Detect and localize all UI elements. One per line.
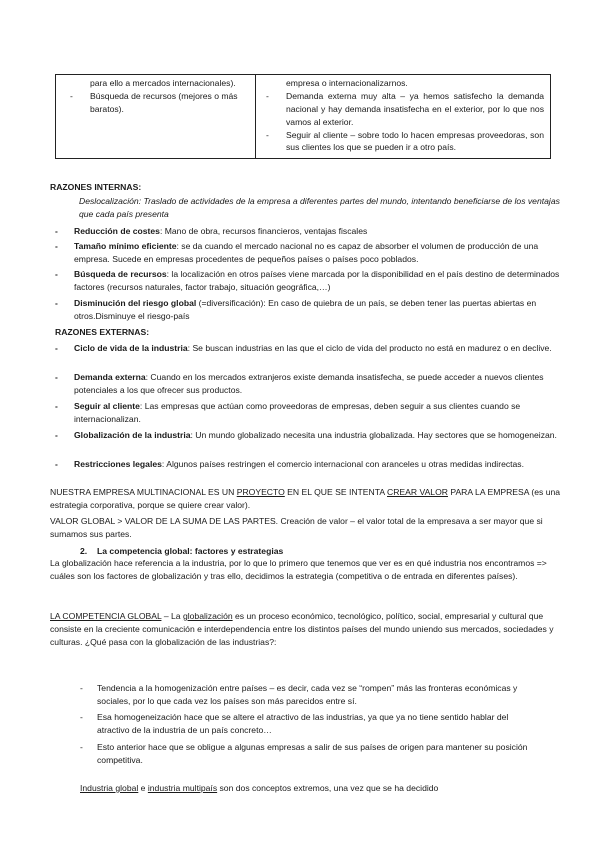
- list-item: - Ciclo de vida de la industria: Se buscan industrias en las que el ciclo de vida del producto no está en madurez o en declive.: [55, 343, 552, 353]
- section-number: 2.: [80, 546, 88, 556]
- list-item: - Globalización de la industria: Un mundo globalizado necesita una industria globalizada. Hay sectores que se homogeneizan.: [55, 430, 557, 440]
- table-left-item: - Búsqueda de recursos (mejores o más baratos).: [70, 90, 238, 114]
- deslocalizacion-definition: Deslocalización: Traslado de actividades de la empresa a diferentes partes del mundo, intentando beneficiarse de los ventajas que cada país presenta: [79, 196, 560, 219]
- table-right-item: - Seguir al cliente – sobre todo lo hacen empresas proveedoras, son sus clientes los que se pueden ir a otro país.: [266, 129, 544, 153]
- table-cell-left: [56, 75, 256, 159]
- list-item: - Reducción de costes: Mano de obra, recursos financieros, ventajas fiscales: [55, 226, 368, 236]
- list-item: - Tamaño mínimo eficiente: se da cuando el mercado nacional no es capaz de absorber el volumen de producción de una empresa. Sucede en empresas procedentes de pequeños países o países poco poblados.: [55, 241, 539, 264]
- externas-heading: RAZONES EXTERNAS:: [55, 327, 150, 337]
- table-right-item: - Demanda externa muy alta – ya hemos satisfecho la demanda nacional y hay demanda insatisfecha en el exterior, por lo que nos vamos al exterior.: [266, 90, 544, 127]
- closing-paragraph: Industria global e industria multipaís son dos conceptos extremos, una vez que se ha decidido: [80, 783, 439, 793]
- list-item: - Esto anterior hace que se obligue a algunas empresas a salir de sus países de origen para mantener su posición competitiva.: [80, 742, 528, 765]
- competencia-global-paragraph: LA COMPETENCIA GLOBAL – La globalización es un proceso económico, tecnológico, político, social, empresarial y cultural que consiste en la creciente comunicación e interdependencia entre los distintos países del mundo uniendo sus mercados, sociedades y culturas. ¿Qué pasa con la globalización de las industrias?:: [50, 611, 554, 647]
- table-cell-right: [256, 75, 551, 159]
- valor-global-paragraph: VALOR GLOBAL > VALOR DE LA SUMA DE LAS PARTES. Creación de valor – el valor total de la empresava a ser mayor que si sumamos sus partes.: [50, 516, 543, 539]
- list-item: - Disminución del riesgo global (=diversificación): En caso de quiebra de un país, se deben tener las puertas abiertas en otros.Disminuye el riesgo-país: [55, 298, 537, 321]
- reasons-table: [55, 74, 551, 159]
- estrategia-paragraph: NUESTRA EMPRESA MULTINACIONAL ES UN PROYECTO EN EL QUE SE INTENTA CREAR VALOR PARA LA EMPRESA (es una estrategia corporativa, porque se quiere crear valor).: [50, 487, 561, 510]
- internas-heading: RAZONES INTERNAS:: [50, 182, 142, 192]
- list-item: - Seguir al cliente: Las empresas que actúan como proveedoras de empresas, deben seguir a sus clientes cuando se internacionalizan.: [55, 401, 521, 424]
- table-right-line: empresa o internacionalizarnos.: [286, 78, 408, 88]
- list-item: - Restricciones legales: Algunos países restringen el comercio internacional con aranceles u otras medidas indirectas.: [55, 459, 524, 469]
- section-title: La competencia global: factores y estrategias: [97, 546, 284, 556]
- list-item: - Demanda externa: Cuando en los mercados extranjeros existe demanda insatisfecha, se puede acceder a nuevos clientes potenciales a los que ofrecer sus productos.: [55, 372, 544, 395]
- table-left-line: para ello a mercados internacionales).: [90, 78, 236, 88]
- list-item: - Tendencia a la homogenización entre países – es decir, cada vez se “rompen” más las fronteras económicas y sociales, por lo que cada vez los países son más parecidos entre sí.: [80, 683, 518, 706]
- list-item: - Búsqueda de recursos: la localización en otros países viene marcada por la disponibilidad en el país destino de determinados factores (recursos naturales, factor trabajo, situación geográfica,…): [55, 269, 560, 292]
- section-intro: La globalización hace referencia a la industria, por lo que lo primero que tenemos que ver es en qué industria nos encontramos => cuáles son los factores de globalización y tras ello, decidimos la estrategia (competitiva o de entrada en diferentes países).: [50, 558, 547, 581]
- list-item: - Esa homogeneización hace que se altere el atractivo de las industrias, ya que ya no tiene sentido hablar del atractivo de la industria de un país concreto…: [80, 712, 509, 735]
